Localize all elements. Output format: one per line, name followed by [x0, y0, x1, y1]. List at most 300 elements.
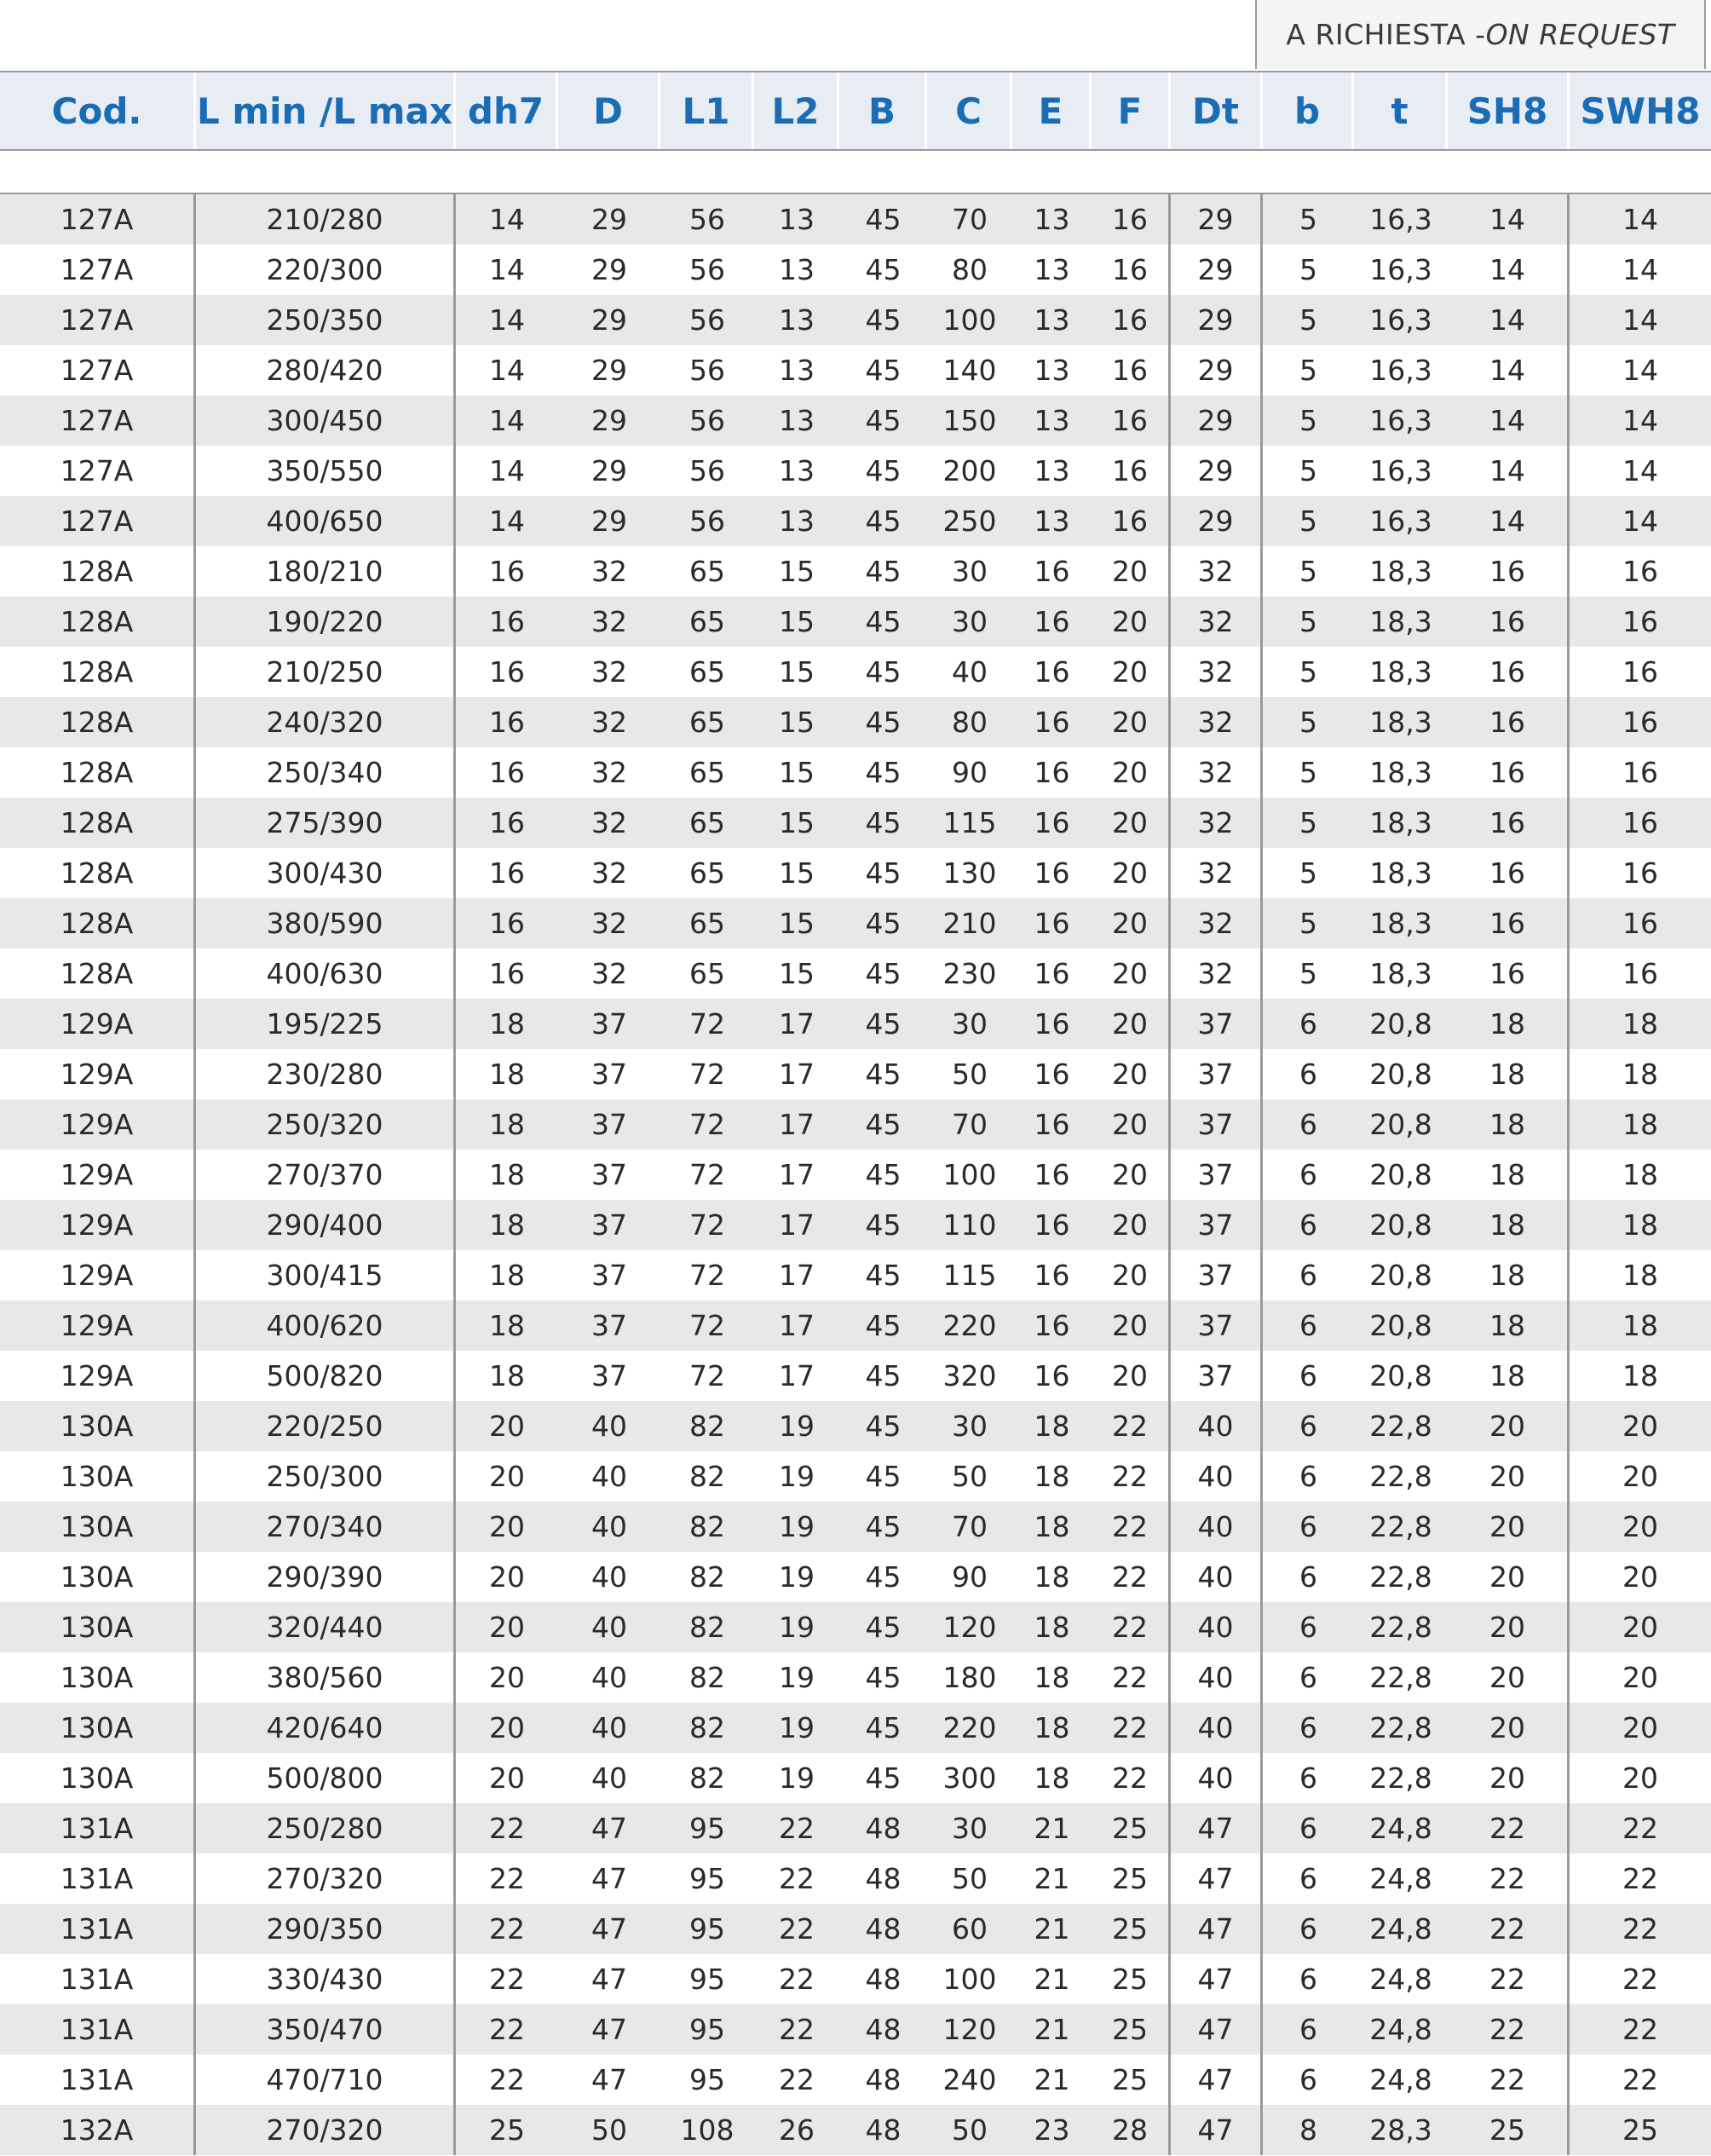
cell-l1: 82	[689, 1611, 725, 1644]
cell-l2: 19	[779, 1560, 815, 1594]
cell-dh7: 22	[489, 1862, 525, 1895]
table-row	[0, 948, 1711, 999]
table-row	[0, 496, 1711, 546]
cell-e: 16	[1034, 756, 1070, 789]
cell-b: 48	[865, 2013, 902, 2046]
table-row	[0, 1853, 1711, 1904]
cell-sh8: 18	[1448, 1300, 1570, 1351]
cell-l-range: 210/280	[196, 194, 456, 245]
cell-f: 20	[1092, 1200, 1171, 1250]
cell-dt: 47	[1171, 1853, 1263, 1904]
cell-b: 45	[865, 454, 902, 487]
cell-f: 22	[1092, 1401, 1171, 1451]
cell-t: 22,8	[1369, 1661, 1432, 1694]
cell-cod: 128A	[0, 798, 196, 848]
cell-c: 120	[942, 1611, 997, 1644]
cell-dt: 47	[1171, 1954, 1263, 2004]
cell-l2: 13	[779, 504, 815, 538]
cell-c: 30	[952, 1812, 988, 1845]
table-row	[0, 747, 1711, 798]
cell-dh7: 18	[489, 1108, 525, 1141]
table-header	[0, 71, 1711, 151]
cell-b: 48	[865, 2113, 902, 2147]
cell-t: 24,8	[1369, 2063, 1432, 2096]
cell-l1: 82	[689, 1761, 725, 1795]
cell-sh8: 14	[1448, 245, 1570, 295]
cell-e: 21	[1034, 2063, 1070, 2096]
cell-l2: 17	[779, 1058, 815, 1091]
cell-t: 20,8	[1369, 1007, 1432, 1041]
cell-l2: 17	[779, 1309, 815, 1342]
cell-l-range: 250/280	[196, 1803, 456, 1853]
cell-f: 25	[1092, 2004, 1171, 2055]
cell-dh7: 20	[489, 1661, 525, 1694]
cell-cod: 130A	[0, 1602, 196, 1652]
cell-b: 45	[865, 1058, 902, 1091]
cell-dh7: 16	[489, 706, 525, 739]
cell-b-small: 5	[1299, 354, 1317, 387]
cell-e: 16	[1034, 605, 1070, 638]
cell-l1: 82	[689, 1409, 725, 1443]
cell-b: 45	[865, 253, 902, 286]
cell-e: 16	[1034, 1058, 1070, 1091]
cell-c: 115	[942, 806, 997, 839]
cell-sh8: 14	[1448, 295, 1570, 345]
table-row	[0, 1401, 1711, 1451]
cell-cod: 131A	[0, 2004, 196, 2055]
cell-f: 22	[1092, 1652, 1171, 1703]
cell-cod: 128A	[0, 948, 196, 999]
cell-f: 16	[1092, 295, 1171, 345]
cell-f: 16	[1092, 446, 1171, 496]
cell-dt: 32	[1171, 697, 1263, 747]
cell-l1: 65	[689, 756, 725, 789]
cell-d: 40	[591, 1761, 627, 1795]
cell-b: 45	[865, 1259, 902, 1292]
cell-f: 25	[1092, 1954, 1171, 2004]
cell-b: 45	[865, 1309, 902, 1342]
cell-c: 30	[952, 555, 988, 588]
cell-d: 37	[591, 1359, 627, 1392]
cell-swh8: 16	[1622, 756, 1658, 789]
on-request-prefix: A RICHIESTA -	[1286, 18, 1486, 51]
cell-sh8: 18	[1448, 1250, 1570, 1300]
cell-d: 29	[591, 303, 627, 337]
cell-dh7: 14	[489, 354, 525, 387]
cell-sh8: 22	[1448, 2004, 1570, 2055]
cell-d: 37	[591, 1158, 627, 1191]
cell-l2: 17	[779, 1359, 815, 1392]
cell-swh8: 18	[1622, 1158, 1658, 1191]
cell-swh8: 20	[1622, 1611, 1658, 1644]
cell-dh7: 20	[489, 1711, 525, 1744]
cell-t: 28,3	[1369, 2113, 1432, 2147]
cell-b: 45	[865, 1560, 902, 1594]
cell-dh7: 18	[489, 1007, 525, 1041]
cell-l2: 26	[779, 2113, 815, 2147]
cell-swh8: 16	[1622, 605, 1658, 638]
cell-swh8: 14	[1622, 454, 1658, 487]
cell-l2: 15	[779, 555, 815, 588]
cell-swh8: 16	[1622, 555, 1658, 588]
cell-l2: 17	[779, 1158, 815, 1191]
cell-swh8: 16	[1622, 957, 1658, 990]
cell-swh8: 18	[1622, 1007, 1658, 1041]
cell-d: 32	[591, 856, 627, 890]
cell-sh8: 16	[1448, 798, 1570, 848]
cell-cod: 131A	[0, 2055, 196, 2105]
cell-b: 45	[865, 1761, 902, 1795]
cell-l1: 82	[689, 1711, 725, 1744]
cell-l-range: 220/250	[196, 1401, 456, 1451]
cell-f: 22	[1092, 1552, 1171, 1602]
cell-t: 20,8	[1369, 1259, 1432, 1292]
cell-d: 29	[591, 454, 627, 487]
cell-b-small: 6	[1299, 1208, 1317, 1242]
cell-d: 47	[591, 1862, 627, 1895]
cell-l1: 56	[689, 354, 725, 387]
cell-dh7: 25	[489, 2113, 525, 2147]
cell-l1: 72	[689, 1309, 725, 1342]
cell-d: 40	[591, 1611, 627, 1644]
table-row	[0, 1351, 1711, 1401]
cell-sh8: 22	[1448, 1954, 1570, 2004]
cell-cod: 128A	[0, 597, 196, 647]
cell-cod: 128A	[0, 647, 196, 697]
cell-dh7: 18	[489, 1359, 525, 1392]
cell-f: 16	[1092, 345, 1171, 395]
cell-d: 40	[591, 1460, 627, 1493]
cell-f: 16	[1092, 194, 1171, 245]
cell-b-small: 6	[1299, 1560, 1317, 1594]
cell-cod: 127A	[0, 496, 196, 546]
cell-cod: 130A	[0, 1753, 196, 1803]
cell-dt: 40	[1171, 1753, 1263, 1803]
cell-swh8: 18	[1622, 1058, 1658, 1091]
table-row	[0, 647, 1711, 697]
cell-dt: 29	[1171, 446, 1263, 496]
cell-b-small: 6	[1299, 1912, 1317, 1946]
cell-b-small: 6	[1299, 1460, 1317, 1493]
cell-l-range: 300/430	[196, 848, 456, 898]
cell-f: 20	[1092, 1300, 1171, 1351]
cell-f: 16	[1092, 245, 1171, 295]
cell-t: 22,8	[1369, 1409, 1432, 1443]
cell-b: 45	[865, 1611, 902, 1644]
cell-l1: 82	[689, 1661, 725, 1694]
cell-b: 45	[865, 1208, 902, 1242]
cell-sh8: 16	[1448, 898, 1570, 948]
cell-swh8: 20	[1622, 1761, 1658, 1795]
cell-cod: 127A	[0, 245, 196, 295]
cell-t: 24,8	[1369, 1862, 1432, 1895]
cell-cod: 128A	[0, 697, 196, 747]
cell-l1: 72	[689, 1259, 725, 1292]
cell-l1: 72	[689, 1158, 725, 1191]
cell-l1: 65	[689, 907, 725, 940]
cell-t: 22,8	[1369, 1711, 1432, 1744]
cell-dt: 37	[1171, 1200, 1263, 1250]
header-cod: Cod.	[0, 72, 196, 149]
table-row	[0, 345, 1711, 395]
cell-d: 32	[591, 605, 627, 638]
cell-l-range: 400/620	[196, 1300, 456, 1351]
cell-d: 37	[591, 1007, 627, 1041]
cell-b: 45	[865, 1158, 902, 1191]
cell-cod: 131A	[0, 1853, 196, 1904]
table-row	[0, 1652, 1711, 1703]
cell-b-small: 5	[1299, 404, 1317, 437]
cell-d: 37	[591, 1259, 627, 1292]
cell-e: 16	[1034, 1259, 1070, 1292]
cell-l-range: 380/560	[196, 1652, 456, 1703]
cell-sh8: 22	[1448, 1853, 1570, 1904]
cell-l1: 56	[689, 454, 725, 487]
cell-f: 20	[1092, 798, 1171, 848]
cell-c: 100	[942, 1158, 997, 1191]
cell-t: 16,3	[1369, 354, 1432, 387]
cell-b-small: 6	[1299, 1963, 1317, 1996]
cell-b: 45	[865, 1108, 902, 1141]
cell-f: 20	[1092, 597, 1171, 647]
cell-l-range: 195/225	[196, 999, 456, 1049]
cell-swh8: 16	[1622, 856, 1658, 890]
cell-b-small: 5	[1299, 907, 1317, 940]
table-row	[0, 1602, 1711, 1652]
table-row	[0, 2055, 1711, 2105]
cell-e: 13	[1034, 354, 1070, 387]
cell-sh8: 18	[1448, 1099, 1570, 1150]
cell-sh8: 14	[1448, 345, 1570, 395]
cell-l-range: 280/420	[196, 345, 456, 395]
cell-sh8: 18	[1448, 1150, 1570, 1200]
cell-d: 47	[591, 1912, 627, 1946]
cell-l2: 17	[779, 1208, 815, 1242]
cell-b: 45	[865, 605, 902, 638]
cell-e: 18	[1034, 1711, 1070, 1744]
cell-cod: 127A	[0, 194, 196, 245]
cell-l2: 13	[779, 454, 815, 487]
cell-d: 47	[591, 2013, 627, 2046]
cell-b: 48	[865, 1912, 902, 1946]
table-row	[0, 395, 1711, 446]
cell-cod: 129A	[0, 1300, 196, 1351]
cell-f: 20	[1092, 1099, 1171, 1150]
cell-b: 45	[865, 1409, 902, 1443]
cell-l1: 72	[689, 1208, 725, 1242]
cell-dt: 40	[1171, 1401, 1263, 1451]
cell-c: 150	[942, 404, 997, 437]
cell-l1: 95	[689, 1912, 725, 1946]
cell-dh7: 18	[489, 1158, 525, 1191]
cell-b: 45	[865, 1711, 902, 1744]
header-t: t	[1354, 72, 1448, 149]
cell-c: 50	[952, 1058, 988, 1091]
cell-dt: 29	[1171, 395, 1263, 446]
cell-t: 24,8	[1369, 1812, 1432, 1845]
cell-b-small: 5	[1299, 203, 1317, 236]
cell-e: 16	[1034, 1208, 1070, 1242]
cell-e: 18	[1034, 1611, 1070, 1644]
cell-l2: 17	[779, 1259, 815, 1292]
cell-b-small: 6	[1299, 1158, 1317, 1191]
cell-sh8: 20	[1448, 1703, 1570, 1753]
cell-sh8: 18	[1448, 1200, 1570, 1250]
cell-sh8: 16	[1448, 747, 1570, 798]
cell-c: 140	[942, 354, 997, 387]
cell-dt: 32	[1171, 898, 1263, 948]
cell-sh8: 20	[1448, 1451, 1570, 1502]
cell-l2: 22	[779, 2063, 815, 2096]
cell-sh8: 20	[1448, 1753, 1570, 1803]
cell-l-range: 350/550	[196, 446, 456, 496]
cell-swh8: 18	[1622, 1359, 1658, 1392]
cell-b-small: 6	[1299, 1510, 1317, 1543]
cell-d: 29	[591, 504, 627, 538]
cell-e: 16	[1034, 1007, 1070, 1041]
cell-b: 45	[865, 1510, 902, 1543]
cell-dh7: 22	[489, 2013, 525, 2046]
cell-c: 80	[952, 706, 988, 739]
cell-l1: 95	[689, 2013, 725, 2046]
cell-d: 37	[591, 1309, 627, 1342]
cell-cod: 130A	[0, 1652, 196, 1703]
cell-e: 23	[1034, 2113, 1070, 2147]
cell-d: 37	[591, 1208, 627, 1242]
cell-dh7: 18	[489, 1259, 525, 1292]
cell-swh8: 22	[1622, 1862, 1658, 1895]
cell-l-range: 400/650	[196, 496, 456, 546]
cell-t: 20,8	[1369, 1309, 1432, 1342]
table-row	[0, 194, 1711, 245]
cell-t: 20,8	[1369, 1058, 1432, 1091]
cell-c: 70	[952, 1510, 988, 1543]
cell-c: 115	[942, 1259, 997, 1292]
cell-cod: 127A	[0, 345, 196, 395]
cell-l-range: 420/640	[196, 1703, 456, 1753]
cell-l-range: 290/390	[196, 1552, 456, 1602]
table-row	[0, 1099, 1711, 1150]
cell-swh8: 25	[1622, 2113, 1658, 2147]
cell-f: 20	[1092, 898, 1171, 948]
cell-b-small: 6	[1299, 1761, 1317, 1795]
cell-l2: 15	[779, 756, 815, 789]
cell-l2: 19	[779, 1761, 815, 1795]
cell-cod: 128A	[0, 747, 196, 798]
cell-sh8: 20	[1448, 1401, 1570, 1451]
cell-dt: 32	[1171, 747, 1263, 798]
cell-l-range: 250/340	[196, 747, 456, 798]
cell-l2: 15	[779, 806, 815, 839]
cell-l-range: 270/340	[196, 1502, 456, 1552]
cell-c: 70	[952, 1108, 988, 1141]
cell-d: 32	[591, 555, 627, 588]
cell-l2: 22	[779, 1812, 815, 1845]
cell-c: 50	[952, 1460, 988, 1493]
cell-swh8: 16	[1622, 806, 1658, 839]
cell-sh8: 20	[1448, 1652, 1570, 1703]
cell-dh7: 20	[489, 1611, 525, 1644]
header-dh7: dh7	[456, 72, 558, 149]
cell-dh7: 16	[489, 605, 525, 638]
cell-e: 13	[1034, 454, 1070, 487]
cell-swh8: 22	[1622, 2063, 1658, 2096]
cell-swh8: 14	[1622, 203, 1658, 236]
cell-e: 21	[1034, 2013, 1070, 2046]
cell-t: 18,3	[1369, 555, 1432, 588]
cell-b-small: 5	[1299, 253, 1317, 286]
cell-c: 60	[952, 1912, 988, 1946]
cell-dh7: 22	[489, 2063, 525, 2096]
cell-t: 18,3	[1369, 605, 1432, 638]
cell-cod: 129A	[0, 1150, 196, 1200]
cell-l2: 13	[779, 203, 815, 236]
cell-b: 45	[865, 1661, 902, 1694]
cell-b: 48	[865, 1862, 902, 1895]
cell-sh8: 18	[1448, 1351, 1570, 1401]
cell-sh8: 18	[1448, 1049, 1570, 1099]
cell-dh7: 16	[489, 957, 525, 990]
cell-b-small: 5	[1299, 605, 1317, 638]
cell-l1: 56	[689, 404, 725, 437]
cell-cod: 130A	[0, 1552, 196, 1602]
cell-f: 20	[1092, 848, 1171, 898]
table-row	[0, 848, 1711, 898]
header-l2: L2	[754, 72, 839, 149]
cell-b-small: 5	[1299, 957, 1317, 990]
cell-swh8: 18	[1622, 1108, 1658, 1141]
cell-cod: 132A	[0, 2105, 196, 2155]
cell-e: 16	[1034, 1158, 1070, 1191]
cell-l2: 22	[779, 1912, 815, 1946]
cell-c: 130	[942, 856, 997, 890]
cell-e: 21	[1034, 1812, 1070, 1845]
cell-dh7: 16	[489, 655, 525, 689]
cell-l2: 22	[779, 1963, 815, 1996]
cell-cod: 128A	[0, 546, 196, 597]
table-row	[0, 2004, 1711, 2055]
cell-b-small: 6	[1299, 1309, 1317, 1342]
cell-d: 29	[591, 203, 627, 236]
header-b-small: b	[1263, 72, 1354, 149]
header-d: D	[558, 72, 660, 149]
cell-b-small: 6	[1299, 1812, 1317, 1845]
cell-b-small: 5	[1299, 706, 1317, 739]
on-request-banner	[1255, 0, 1706, 69]
cell-l2: 15	[779, 907, 815, 940]
cell-b-small: 6	[1299, 2063, 1317, 2096]
cell-c: 320	[942, 1359, 997, 1392]
cell-f: 20	[1092, 1351, 1171, 1401]
table-row	[0, 1250, 1711, 1300]
cell-e: 13	[1034, 253, 1070, 286]
cell-c: 80	[952, 253, 988, 286]
cell-d: 29	[591, 404, 627, 437]
cell-b: 45	[865, 1359, 902, 1392]
cell-l2: 19	[779, 1711, 815, 1744]
cell-sh8: 22	[1448, 1904, 1570, 1954]
cell-f: 22	[1092, 1602, 1171, 1652]
cell-l-range: 330/430	[196, 1954, 456, 2004]
cell-dt: 32	[1171, 546, 1263, 597]
table-row	[0, 2105, 1711, 2155]
cell-l1: 65	[689, 555, 725, 588]
cell-dh7: 14	[489, 454, 525, 487]
cell-dt: 32	[1171, 798, 1263, 848]
cell-b-small: 5	[1299, 303, 1317, 337]
cell-e: 16	[1034, 1309, 1070, 1342]
cell-dt: 32	[1171, 597, 1263, 647]
